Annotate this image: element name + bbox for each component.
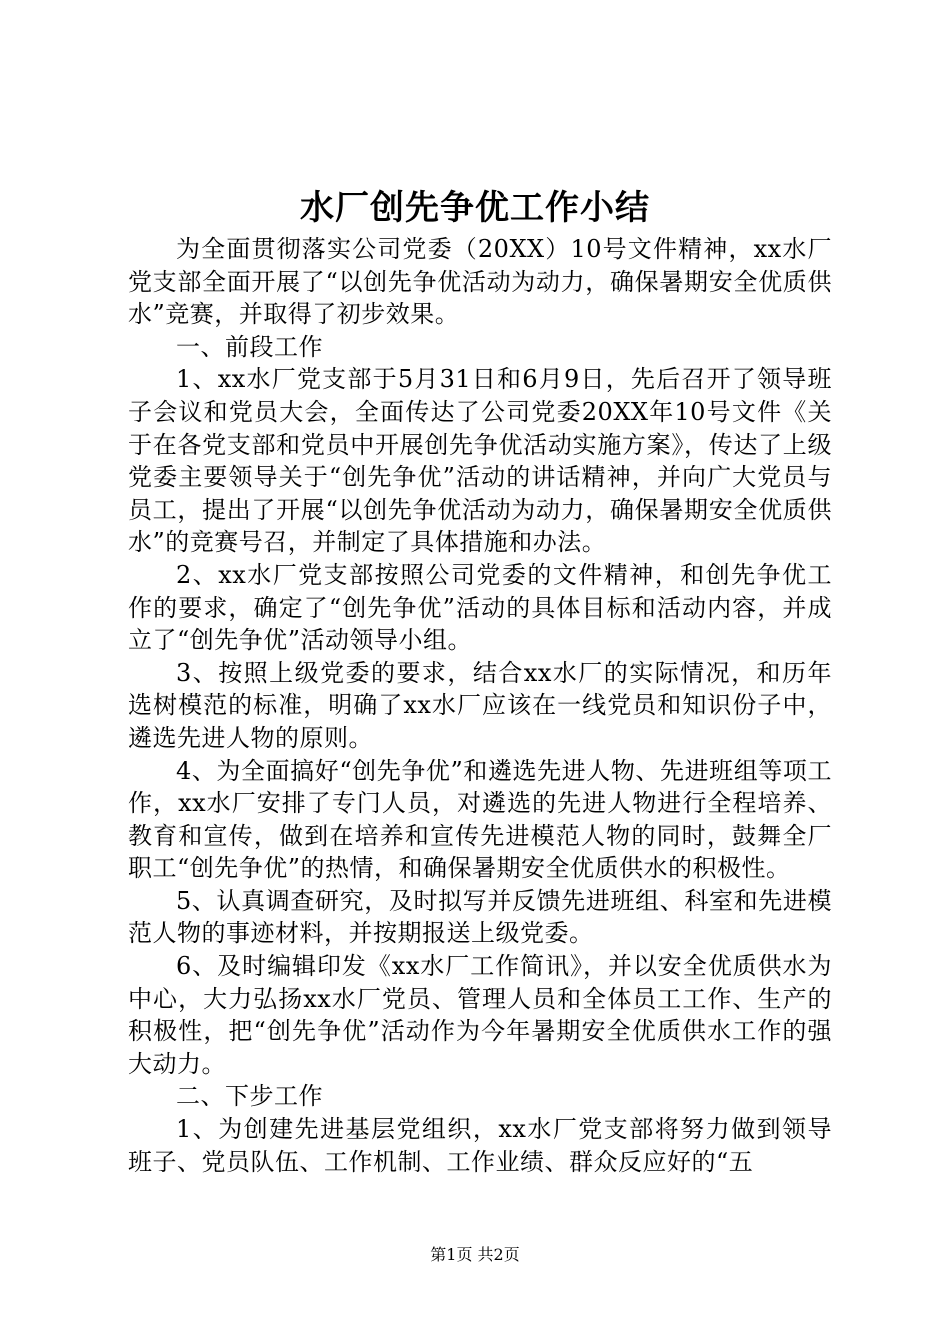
paragraph-intro: 为全面贯彻落实公司党委（20XX）10号文件精神，xx水厂党支部全面开展了“以创先争优活动为动力，确保暑期安全优质供水”竞赛，并取得了初步效果。	[128, 235, 832, 329]
document-body	[128, 233, 832, 1178]
document-title: 水厂创先争优工作小结	[300, 188, 650, 228]
paragraph-item-6: 6、及时编辑印发《xx水厂工作简讯》，并以安全优质供水为中心，大力弘扬xx水厂党员、管理人员和全体员工工作、生产的积极性，把“创先争优”活动作为今年暑期安全优质供水工作的强大动力。	[128, 952, 832, 1078]
section-heading-next-work: 二、下步工作	[176, 1082, 323, 1111]
paragraph-item-2: 2、xx水厂党支部按照公司党委的文件精神，和创先争优工作的要求，确定了“创先争优”活动的具体目标和活动内容，并成立了“创先争优”活动领导小组。	[128, 560, 832, 655]
paragraph-item-4: 4、为全面搞好“创先争优”和遴选先进人物、先进班组等项工作，xx水厂安排了专门人员，对遴选的先进人物进行全程培养、教育和宣传，做到在培养和宣传先进模范人物的同时，鼓舞全厂职工“创先争优”的热情，和确保暑期安全优质供水的积极性。	[128, 756, 832, 883]
section-heading-previous-work: 一、前段工作	[176, 332, 323, 361]
paragraph-item-3: 3、按照上级党委的要求，结合xx水厂的实际情况，和历年选树模范的标准，明确了xx水厂应该在一线党员和知识份子中，遴选先进人物的原则。	[128, 658, 832, 752]
paragraph-next-item-1: 1、为创建先进基层党组织，xx水厂党支部将努力做到领导班子、党员队伍、工作机制、工作业绩、群众反应好的“五	[128, 1115, 832, 1176]
paragraph-item-5: 5、认真调查研究，及时拟写并反馈先进班组、科室和先进模范人物的事迹材料，并按期报送上级党委。	[128, 886, 832, 948]
page-footer: 第1页 共2页	[430, 1245, 520, 1264]
paragraph-item-1: 1、xx水厂党支部于5月31日和6月9日，先后召开了领导班子会议和党员大会，全面传达了公司党委20XX年10号文件《关于在各党支部和党员中开展创先争优活动实施方案》，传达了上级党委主要领导关于“创先争优”活动的讲话精神，并向广大党员与员工，提出了开展“以创先争优活动为动力，确保暑期安全优质供水”的竞赛号召，并制定了具体措施和办法。	[128, 365, 832, 557]
